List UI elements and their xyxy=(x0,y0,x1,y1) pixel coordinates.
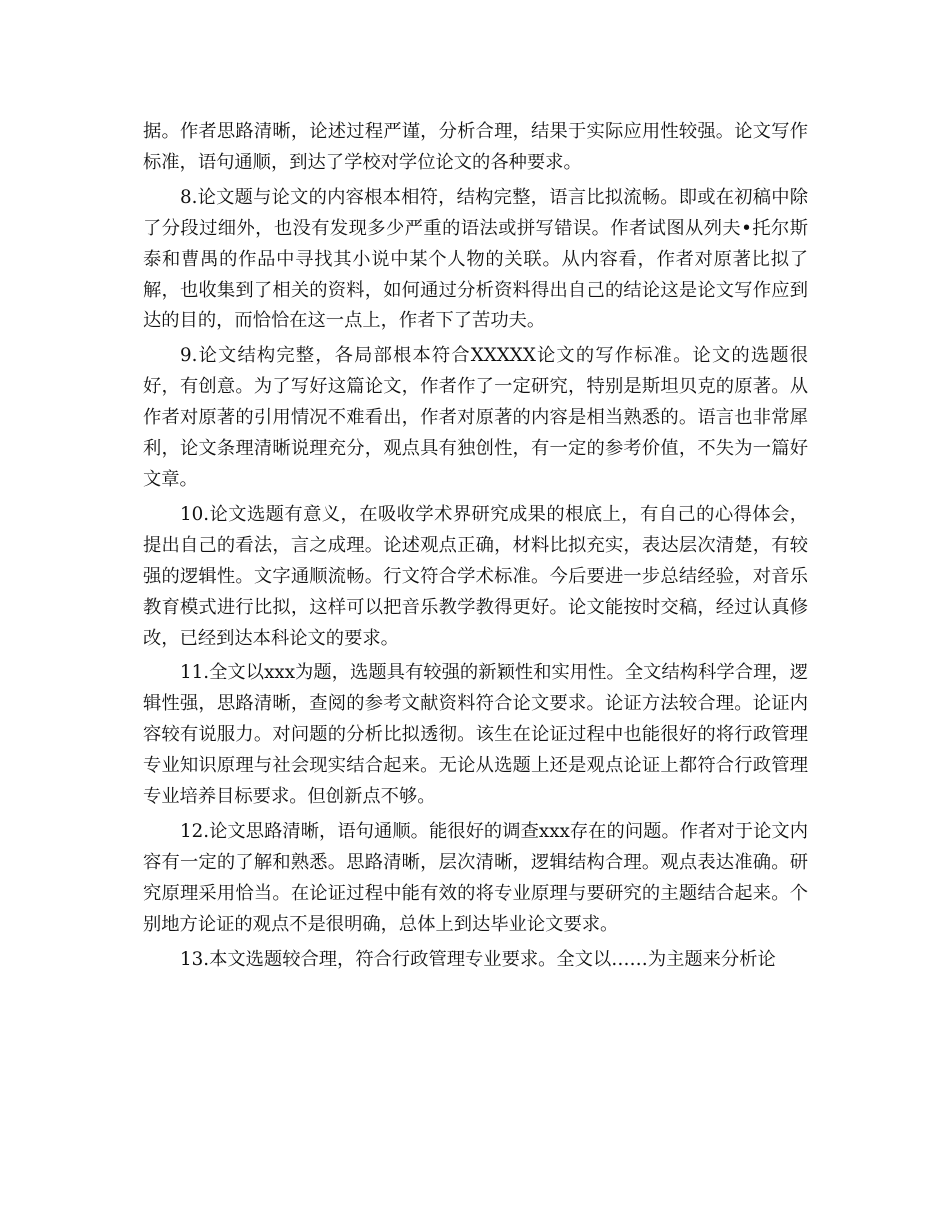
paragraph-item-12: 12.论文思路清晰，语句通顺。能很好的调查xxx存在的问题。作者对于论文内容有一定的了解和熟悉。思路清晰，层次清晰，逻辑结构合理。观点表达准确。研究原理采用恰当。在论证过程中能有效的将专业原理与要研究的主题结合起来。个别地方论证的观点不是很明确，总体上到达毕业论文要求。 xyxy=(143,820,808,935)
paragraph-item-13: 13.本文选题较合理，符合行政管理专业要求。全文以……为主题来分析论 xyxy=(180,948,776,970)
document-body xyxy=(143,117,808,979)
paragraph-item-8: 8.论文题与论文的内容根本相符，结构完整，语言比拟流畅。即或在初稿中除了分段过细外，也没有发现多少严重的语法或拼写错误。作者试图从列夫•托尔斯泰和曹禺的作品中寻找其小说中某个人物的关联。从内容看，作者对原著比拟了解，也收集到了相关的资料，如何通过分析资料得出自己的结论这是论文写作应到达的目的，而恰恰在这一点上，作者下了苦功夫。 xyxy=(143,186,808,332)
paragraph-item-10: 10.论文选题有意义，在吸收学术界研究成果的根底上，有自己的心得体会，提出自己的看法，言之成理。论述观点正确，材料比拟充实，表达层次清楚，有较强的逻辑性。文字通顺流畅。行文符合学术标准。今后要进一步总结经验，对音乐教育模式进行比拟，这样可以把音乐教学教得更好。论文能按时交稿，经过认真修改，已经到达本科论文的要求。 xyxy=(143,503,808,649)
paragraph-item-9: 9.论文结构完整，各局部根本符合XXXXX论文的写作标准。论文的选题很好，有创意。为了写好这篇论文，作者作了一定研究，特别是斯坦贝克的原著。从作者对原著的引用情况不难看出，作者对原著的内容是相当熟悉的。语言也非常犀利，论文条理清晰说理充分，观点具有独创性，有一定的参考价值，不失为一篇好文章。 xyxy=(143,345,808,490)
paragraph-item-11: 11.全文以xxx为题，选题具有较强的新颖性和实用性。全文结构科学合理，逻辑性强，思路清晰，查阅的参考文献资料符合论文要求。论证方法较合理。论证内容较有说服力。对问题的分析比拟透彻。该生在论证过程中也能很好的将行政管理专业知识原理与社会现实结合起来。无论从选题上还是观点论证上都符合行政管理专业培养目标要求。但创新点不够。 xyxy=(143,662,808,808)
paragraph-continuation: 据。作者思路清晰，论述过程严谨，分析合理，结果于实际应用性较强。论文写作标准，语句通顺，到达了学校对学位论文的各种要求。 xyxy=(143,121,808,173)
